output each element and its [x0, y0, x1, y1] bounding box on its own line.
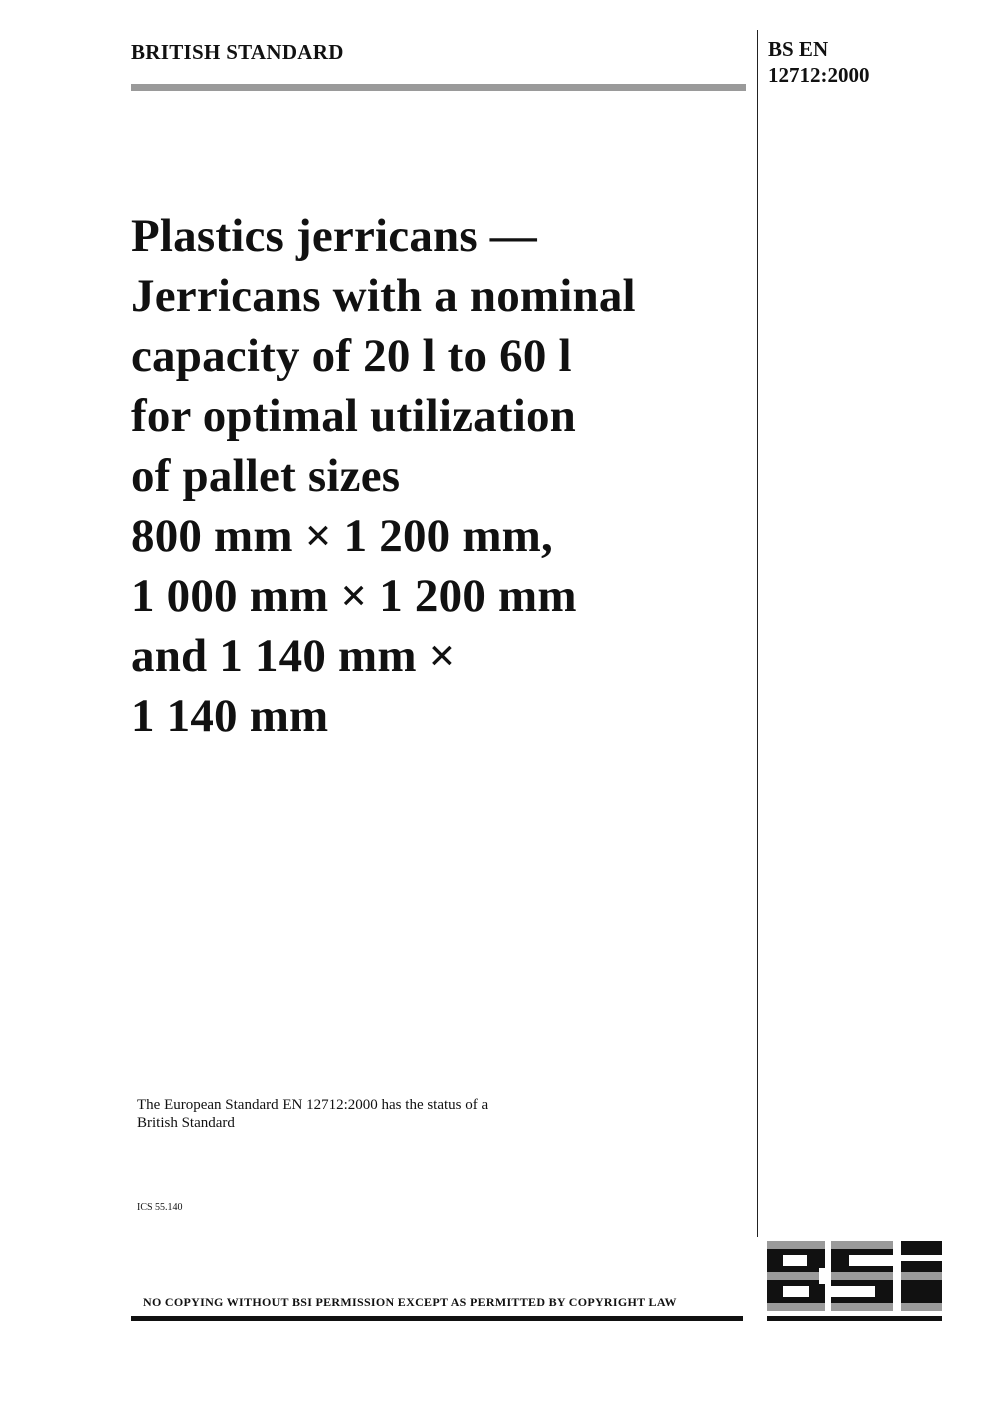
logo-rule — [767, 1316, 942, 1321]
logo-letter-i — [901, 1261, 942, 1311]
vertical-divider — [757, 30, 758, 1237]
title-line: 800 mm × 1 200 mm, — [131, 510, 553, 562]
document-number-line-1: BS EN — [768, 37, 829, 61]
status-note — [137, 1096, 587, 1132]
document-number — [768, 36, 870, 88]
title-line: Plastics jerricans — — [131, 210, 538, 262]
logo-letter-b — [767, 1241, 825, 1311]
footer-rule — [131, 1316, 743, 1321]
status-note-line-2: British Standard — [137, 1115, 235, 1131]
status-note-line-1: The European Standard EN 12712:2000 has the status of a — [137, 1097, 489, 1113]
title-line: 1 000 mm × 1 200 mm — [131, 570, 577, 622]
copyright-notice: NO COPYING WITHOUT BSI PERMISSION EXCEPT AS PERMITTED BY COPYRIGHT LAW — [143, 1295, 677, 1309]
title-line: of pallet sizes — [131, 450, 401, 502]
ics-code: ICS 55.140 — [137, 1202, 183, 1213]
header-grey-rule — [131, 84, 746, 91]
logo-letter-i-dot — [901, 1241, 942, 1255]
document-title — [131, 206, 746, 746]
series-label: BRITISH STANDARD — [131, 40, 344, 64]
title-line: capacity of 20 l to 60 l — [131, 330, 572, 382]
bsi-logo — [767, 1241, 942, 1311]
document-number-line-2: 12712:2000 — [768, 63, 870, 87]
title-line: 1 140 mm — [131, 690, 329, 742]
title-line: and 1 140 mm × — [131, 630, 456, 682]
title-line: Jerricans with a nominal — [131, 270, 636, 322]
title-line: for optimal utilization — [131, 390, 576, 442]
logo-letter-s — [831, 1241, 893, 1311]
